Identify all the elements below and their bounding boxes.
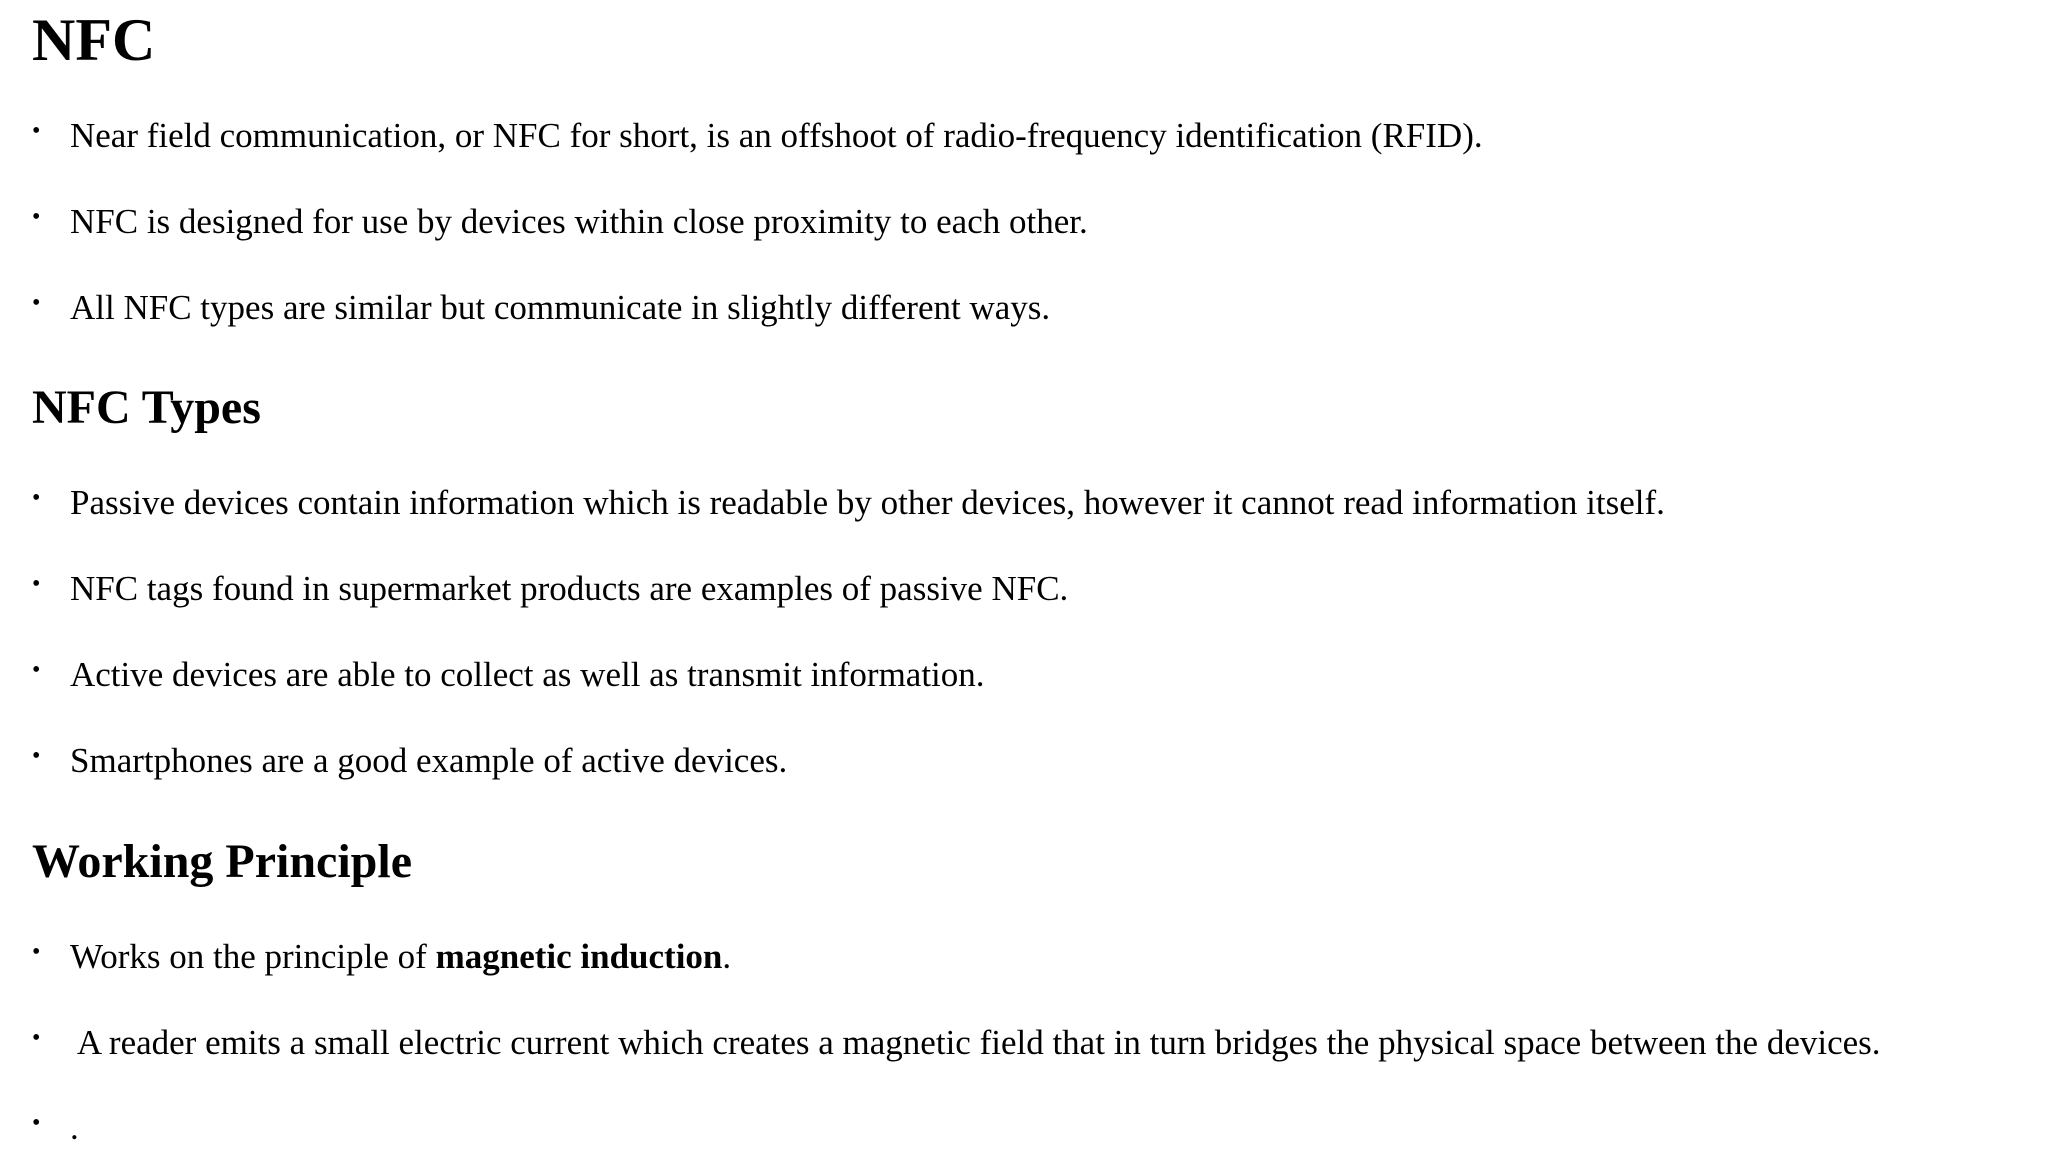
list-item: [32, 737, 787, 783]
bullet-text: Passive devices contain information which is readable by other devices, however it cannot read information itself.: [70, 482, 1665, 522]
list-item: [32, 1104, 79, 1150]
list-item: [32, 284, 1050, 330]
bullet-icon: •: [32, 1110, 41, 1136]
bullet-icon: •: [32, 204, 41, 230]
bullet-text: All NFC types are similar but communicate in slightly different ways.: [70, 287, 1051, 327]
list-item: [32, 933, 731, 979]
list-item: [32, 651, 985, 697]
bullet-text: Active devices are able to collect as well as transmit information.: [70, 654, 985, 694]
heading-working-principle: Working Principle: [32, 835, 413, 888]
bullet-text: .: [70, 1107, 79, 1147]
bullet-icon: •: [32, 290, 41, 316]
bullet-text: A reader emits a small electric current which creates a magnetic field that in turn bridges the physical space between the devices.: [70, 1022, 1881, 1062]
list-item: [32, 1019, 1881, 1065]
bullet-icon: •: [32, 657, 41, 683]
list-item: [32, 479, 1665, 525]
list-item: [32, 565, 1068, 611]
list-item: [32, 198, 1088, 244]
bullet-text: Smartphones are a good example of active devices.: [70, 740, 788, 780]
bullet-text: [70, 936, 732, 976]
bullet-icon: •: [32, 1025, 41, 1051]
bullet-icon: •: [32, 118, 41, 144]
bullet-icon: •: [32, 485, 41, 511]
bullet-icon: •: [32, 571, 41, 597]
heading-nfc: NFC: [32, 7, 156, 73]
bullet-text: NFC is designed for use by devices within close proximity to each other.: [70, 201, 1088, 241]
list-item: [32, 112, 1483, 158]
bullet-icon: •: [32, 743, 41, 769]
bullet-text: Near field communication, or NFC for short, is an offshoot of radio-frequency identification (RFID).: [70, 115, 1483, 155]
heading-nfc-types: NFC Types: [32, 381, 261, 434]
bullet-text-post: .: [722, 936, 732, 976]
bullet-text-bold: magnetic induction: [435, 936, 723, 976]
bullet-text-pre: Works on the principle of: [70, 936, 436, 976]
bullet-text: NFC tags found in supermarket products are examples of passive NFC.: [70, 568, 1069, 608]
bullet-icon: •: [32, 939, 41, 965]
